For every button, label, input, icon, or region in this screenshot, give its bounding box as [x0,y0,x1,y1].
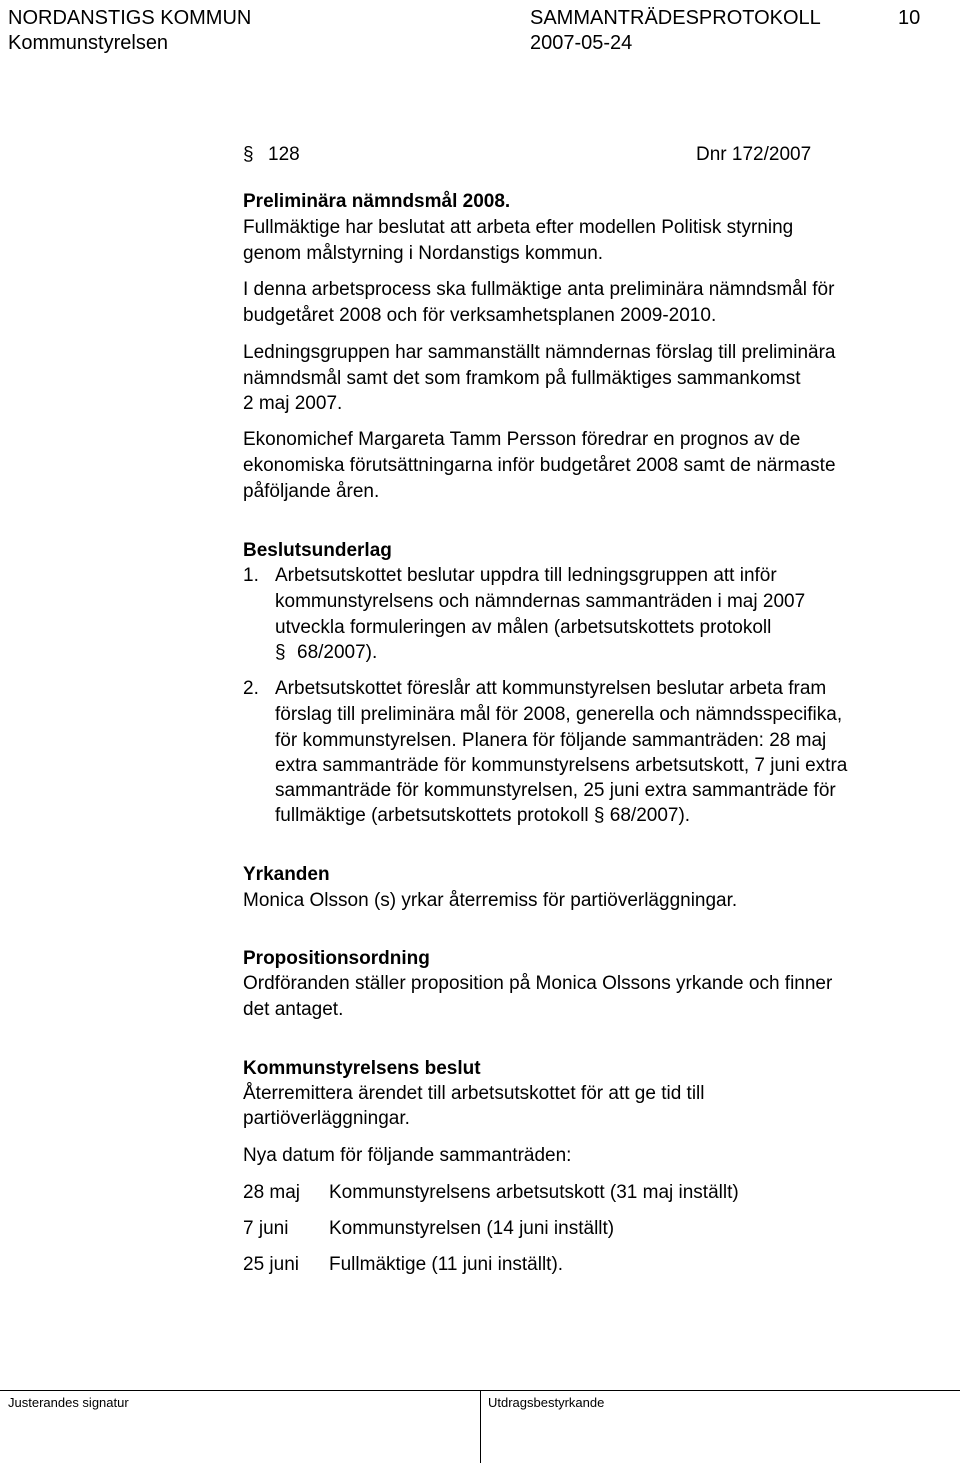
footer-divider [480,1390,481,1463]
list-item-line [275,803,690,828]
meeting-date: 2007-05-24 [530,32,633,54]
case-title: Preliminära nämndsmål 2008. [243,191,511,212]
list-item-line: extra sammanträde för kommunstyrelsens arbetsutskott, 7 juni extra [275,755,848,776]
intro-line: genom målstyrning i Nordanstigs kommun. [243,243,604,264]
paragraph-line: budgetåret 2008 och för verksamhetsplanen 2009-2010. [243,305,717,326]
section-symbol: § [593,805,605,826]
propositionsordning-line: det antaget. [243,999,344,1020]
list-item-line: 68/2007). [297,642,378,663]
paragraph-line: Ekonomichef Margareta Tamm Persson föredrar en prognos av de [243,429,801,450]
page-number: 10 [898,7,921,29]
document-type: SAMMANTRÄDESPROTOKOLL [530,7,821,29]
paragraph-line: ekonomiska förutsättningarna inför budgetåret 2008 samt de närmaste [243,455,836,476]
committee-name: Kommunstyrelsen [8,32,169,54]
case-reference: Dnr 172/2007 [696,144,812,165]
list-item-line: för kommunstyrelsen. Planera för följande sammanträden: 28 maj [275,730,827,751]
organization-name: NORDANSTIGS KOMMUN [8,7,252,29]
list-item-line: sammanträde för kommunstyrelsen, 25 juni extra sammanträde för [275,780,836,801]
meeting-date-item: 28 maj [243,1182,301,1203]
beslut-heading: Kommunstyrelsens beslut [243,1058,481,1079]
line-prefix: fullmäktige (arbetsutskottets protokoll [275,805,589,826]
beslut-line: Återremittera ärendet till arbetsutskottet för att ge tid till [243,1083,705,1104]
meeting-event-item: Kommunstyrelsen (14 juni inställt) [329,1218,615,1239]
beslut-line: partiöverläggningar. [243,1108,410,1129]
intro-line: Fullmäktige har beslutat att arbeta efter modellen Politisk styrning [243,217,794,238]
extract-certification-label: Utdragsbestyrkande [488,1395,605,1410]
section-symbol: § [243,144,254,165]
list-item-line: förslag till preliminära mål för 2008, generella och nämndsspecifika, [275,704,843,725]
list-number: 2. [243,678,259,699]
propositionsordning-line: Ordföranden ställer proposition på Monica Olssons yrkande och finner [243,973,833,994]
dates-intro: Nya datum för följande sammanträden: [243,1145,572,1166]
meeting-event-item: Kommunstyrelsens arbetsutskott (31 maj inställt) [329,1182,739,1203]
paragraph-line: nämndsmål samt det som framkom på fullmäktiges sammankomst [243,368,801,389]
list-item-line: kommunstyrelsens och nämndernas sammanträden i maj 2007 [275,591,806,612]
beslutsunderlag-heading: Beslutsunderlag [243,540,392,561]
list-item-line: utveckla formuleringen av målen (arbetsutskottets protokoll [275,617,772,638]
section-number: 128 [268,144,300,165]
paragraph-line: Ledningsgruppen har sammanställt nämndernas förslag till preliminära [243,342,836,363]
meeting-event-item: Fullmäktige (11 juni inställt). [329,1254,564,1275]
yrkanden-text: Monica Olsson (s) yrkar återremiss för partiöverläggningar. [243,890,738,911]
list-number: 1. [243,565,259,586]
line-suffix: 68/2007). [609,805,691,826]
signatures-label: Justerandes signatur [8,1395,129,1410]
meeting-date-item: 25 juni [243,1254,299,1275]
list-item-line: Arbetsutskottet beslutar uppdra till ledningsgruppen att inför [275,565,777,586]
propositionsordning-heading: Propositionsordning [243,948,430,969]
section-symbol: § [275,642,286,663]
paragraph-line: I denna arbetsprocess ska fullmäktige anta preliminära nämndsmål för [243,279,835,300]
meeting-date-item: 7 juni [243,1218,289,1239]
paragraph-line: 2 maj 2007. [243,393,343,414]
yrkanden-heading: Yrkanden [243,864,330,885]
list-item-line: Arbetsutskottet föreslår att kommunstyrelsen beslutar arbeta fram [275,678,827,699]
paragraph-line: påföljande åren. [243,481,380,502]
